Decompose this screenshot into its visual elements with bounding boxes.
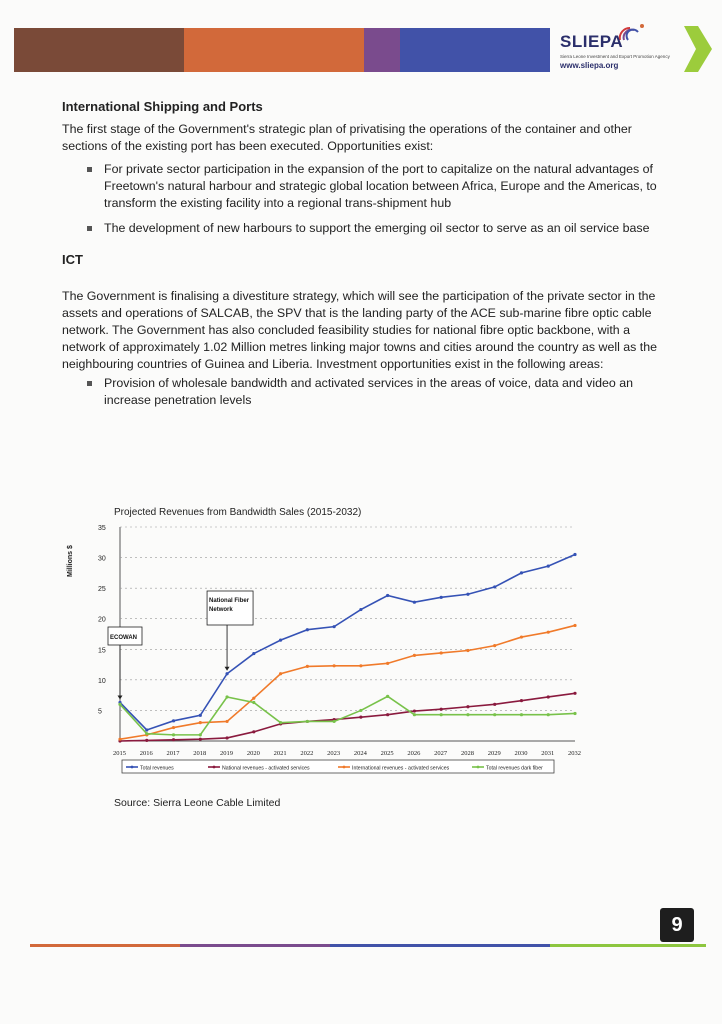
- data-point: [547, 713, 550, 716]
- x-tick-label: 2022: [300, 750, 314, 757]
- data-point: [440, 596, 443, 599]
- footer-segment: [330, 944, 550, 947]
- data-point: [466, 593, 469, 596]
- annotation-arrowhead: [118, 695, 123, 699]
- data-point: [199, 733, 202, 736]
- data-point: [252, 701, 255, 704]
- x-tick-label: 2018: [193, 750, 207, 757]
- y-tick-label: 25: [98, 586, 106, 594]
- data-point: [493, 585, 496, 588]
- data-point: [573, 712, 576, 715]
- data-point: [413, 713, 416, 716]
- data-point: [333, 664, 336, 667]
- annotation-label: ECOWAN: [110, 635, 137, 641]
- data-point: [199, 714, 202, 717]
- chart-canvas: [60, 505, 620, 795]
- x-tick-label: 2016: [139, 750, 153, 757]
- annotation-label: Network: [209, 607, 233, 613]
- x-tick-label: 2028: [460, 750, 474, 757]
- data-point: [573, 553, 576, 556]
- y-tick-label: 15: [98, 647, 106, 655]
- legend-marker: [343, 766, 346, 769]
- page-content: [62, 98, 674, 409]
- ict-heading: ICT: [62, 252, 83, 267]
- data-point: [413, 709, 416, 712]
- series-line: [120, 625, 575, 739]
- x-tick-label: 2024: [353, 750, 367, 757]
- legend-label: International revenues - activated services: [352, 765, 450, 772]
- footer-color-line: [30, 944, 706, 947]
- data-point: [466, 649, 469, 652]
- data-point: [172, 738, 175, 741]
- chart-title: Projected Revenues from Bandwidth Sales (2015-2032): [114, 507, 362, 518]
- data-point: [306, 720, 309, 723]
- legend-label: Total revenues dark fiber: [486, 765, 543, 772]
- annotation-arrowhead: [225, 667, 230, 671]
- shipping-bullet: The development of new harbours to support the emerging oil sector to serve as an oil service base: [62, 220, 674, 237]
- footer-segment: [30, 944, 180, 947]
- data-point: [359, 709, 362, 712]
- data-point: [333, 720, 336, 723]
- data-point: [199, 738, 202, 741]
- data-point: [413, 601, 416, 604]
- shipping-intro: The first stage of the Government's strategic plan of privatising the operations of the container and other sections of the existing port has been executed. Opportunities exist:: [62, 122, 632, 153]
- footer-segment: [550, 944, 706, 947]
- page-number: 9: [660, 908, 694, 942]
- header-color-band: [14, 28, 550, 72]
- data-point: [118, 738, 121, 741]
- y-axis-label: Millions $: [67, 545, 74, 577]
- data-point: [359, 664, 362, 667]
- data-point: [440, 651, 443, 654]
- x-tick-label: 2017: [166, 750, 180, 757]
- band-segment-blue: [400, 28, 550, 72]
- ict-bullets: [62, 375, 674, 409]
- x-tick-label: 2027: [434, 750, 448, 757]
- band-segment-brown: [14, 28, 184, 72]
- data-point: [520, 699, 523, 702]
- x-tick-label: 2015: [113, 750, 126, 757]
- data-point: [493, 644, 496, 647]
- data-point: [440, 708, 443, 711]
- data-point: [520, 571, 523, 574]
- data-point: [359, 716, 362, 719]
- footer-segment: [180, 944, 330, 947]
- data-point: [573, 692, 576, 695]
- x-tick-label: 2023: [327, 750, 341, 757]
- data-point: [386, 695, 389, 698]
- x-tick-label: 2021: [273, 750, 287, 757]
- data-point: [172, 726, 175, 729]
- legend-marker: [213, 766, 216, 769]
- data-point: [279, 672, 282, 675]
- legend-marker: [131, 766, 134, 769]
- data-point: [225, 672, 228, 675]
- x-tick-label: 2031: [541, 750, 555, 757]
- legend-label: National revenues - activated services: [222, 765, 310, 772]
- data-point: [172, 733, 175, 736]
- ict-bullet: Provision of wholesale bandwidth and activated services in the areas of voice, data and video an increase penetration levels: [62, 375, 674, 409]
- data-point: [306, 665, 309, 668]
- data-point: [413, 654, 416, 657]
- y-tick-label: 35: [98, 525, 106, 532]
- shipping-bullet: For private sector participation in the expansion of the port to capitalize on the natural advantages of Freetown's natural harbour and strategic global location between Africa, Europe and the Americas, to transform the existing facility into a regional trans-shipment hub: [62, 161, 674, 212]
- annotation-label: National Fiber: [209, 598, 250, 604]
- revenue-chart: [60, 505, 620, 815]
- data-point: [359, 608, 362, 611]
- x-tick-label: 2026: [407, 750, 421, 757]
- sliepa-logo: [552, 18, 712, 78]
- data-point: [573, 624, 576, 627]
- data-point: [386, 594, 389, 597]
- data-point: [466, 713, 469, 716]
- logo-tagline: Sierra Leone Investment and Export Promotion Agency: [560, 54, 670, 59]
- data-point: [520, 713, 523, 716]
- x-tick-label: 2025: [380, 750, 394, 757]
- y-tick-label: 30: [98, 555, 106, 563]
- legend-label: Total revenues: [140, 765, 174, 772]
- data-point: [466, 705, 469, 708]
- data-point: [547, 565, 550, 568]
- data-point: [547, 695, 550, 698]
- data-point: [252, 697, 255, 700]
- y-tick-label: 20: [98, 616, 106, 624]
- x-tick-label: 2020: [246, 750, 260, 757]
- band-segment-orange: [184, 28, 364, 72]
- data-point: [493, 703, 496, 706]
- data-point: [225, 736, 228, 739]
- band-segment-purple: [364, 28, 400, 72]
- y-tick-label: 10: [98, 677, 106, 685]
- x-tick-label: 2019: [220, 750, 234, 757]
- data-point: [172, 719, 175, 722]
- data-point: [306, 628, 309, 631]
- legend-marker: [477, 766, 480, 769]
- data-point: [252, 652, 255, 655]
- data-point: [118, 703, 121, 706]
- data-point: [547, 631, 550, 634]
- logo-url: www.sliepa.org: [560, 61, 619, 70]
- x-tick-label: 2030: [514, 750, 528, 757]
- data-point: [440, 713, 443, 716]
- logo-title: SLIEPA: [560, 32, 624, 51]
- data-point: [145, 728, 148, 731]
- data-point: [279, 639, 282, 642]
- y-tick-label: 5: [98, 708, 102, 716]
- x-tick-label: 2032: [568, 750, 581, 757]
- data-point: [386, 662, 389, 665]
- shipping-heading: International Shipping and Ports: [62, 99, 263, 114]
- chart-source: Source: Sierra Leone Cable Limited: [114, 797, 281, 809]
- data-point: [225, 720, 228, 723]
- data-point: [279, 721, 282, 724]
- data-point: [145, 732, 148, 735]
- data-point: [225, 695, 228, 698]
- data-point: [386, 713, 389, 716]
- data-point: [252, 730, 255, 733]
- data-point: [493, 713, 496, 716]
- data-point: [199, 721, 202, 724]
- shipping-bullets: [62, 161, 674, 237]
- data-point: [333, 625, 336, 628]
- x-tick-label: 2029: [487, 750, 501, 757]
- logo-green-chevron-icon: [684, 26, 712, 72]
- data-point: [145, 739, 148, 742]
- ict-paragraph: The Government is finalising a divestiture strategy, which will see the participation of the private sector in the assets and operations of SALCAB, the SPV that is the landing party of the ACE sub-marine fibre optic cable network. The Government has also concluded feasibility studies for national fibre optic backbone, with a network of approximately 1.02 Million metres linking major towns and cities around the country as well as the neighbouring countries of Guinea and Liberia. Investment opportunities exist in the following areas:: [62, 289, 658, 371]
- data-point: [520, 635, 523, 638]
